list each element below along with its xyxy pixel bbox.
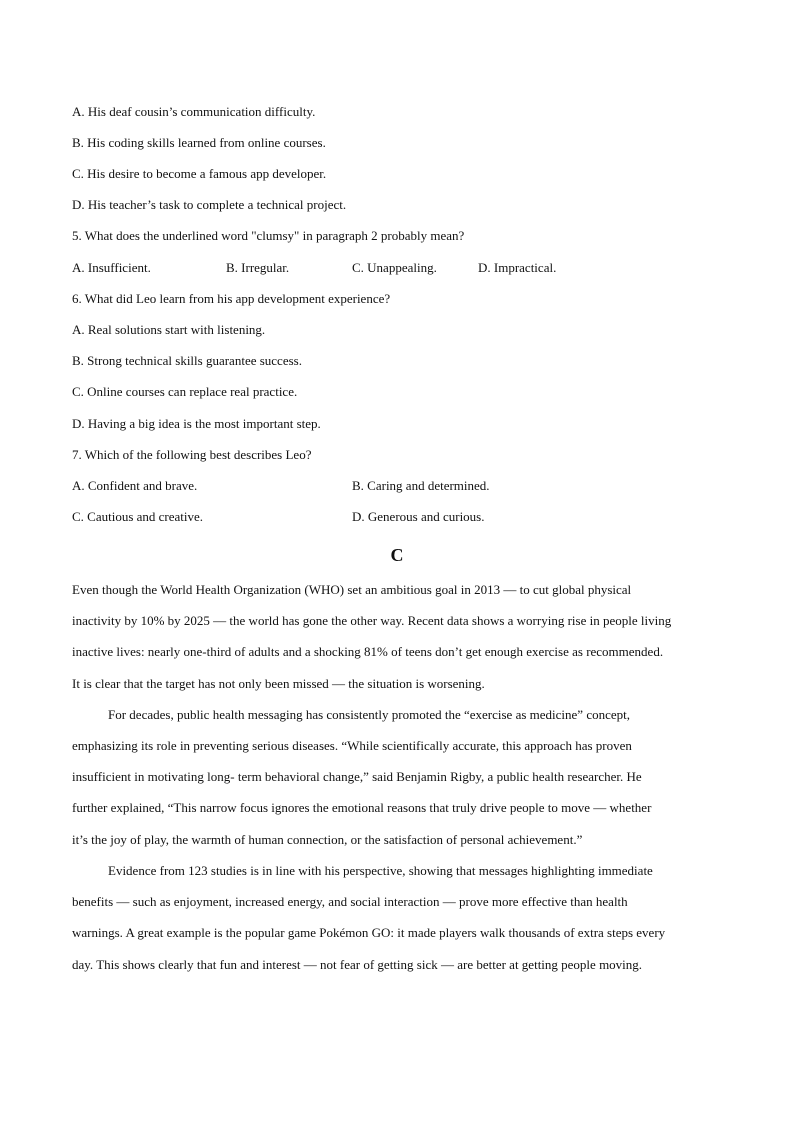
q7-option-b: B. Caring and determined.	[352, 478, 490, 493]
q6-option-d: D. Having a big idea is the most important step.	[72, 416, 321, 431]
q7-question: 7. Which of the following best describes Leo?	[72, 447, 312, 462]
q4-option-b: B. His coding skills learned from online courses.	[72, 135, 326, 150]
q5-question: 5. What does the underlined word "clumsy" in paragraph 2 probably mean?	[72, 228, 465, 243]
q6-question: 6. What did Leo learn from his app development experience?	[72, 291, 391, 306]
q5-option-b: B. Irregular.	[226, 260, 290, 275]
q6-option-b: B. Strong technical skills guarantee success.	[72, 353, 302, 368]
paragraph-1-line-2: inactivity by 10% by 2025 — the world has gone the other way. Recent data shows a worrying rise in people living	[72, 613, 672, 628]
q6-option-c: C. Online courses can replace real practice.	[72, 384, 298, 399]
q7-option-c: C. Cautious and creative.	[72, 509, 204, 524]
paragraph-3-line-3: warnings. A great example is the popular game Pokémon GO: it made players walk thousands of extra steps every	[72, 925, 666, 940]
paragraph-1-line-3: inactive lives: nearly one-third of adults and a shocking 81% of teens don’t get enough exercise as recommended.	[72, 644, 664, 659]
paragraph-2-line-4: further explained, “This narrow focus ignores the emotional reasons that truly drive people to move — whether	[72, 800, 652, 815]
q4-option-a: A. His deaf cousin’s communication difficulty.	[72, 104, 316, 119]
q5-option-a: A. Insufficient.	[72, 260, 151, 275]
paragraph-3-line-1: Evidence from 123 studies is in line with his perspective, showing that messages highlighting immediate	[108, 863, 653, 878]
paragraph-1-line-1: Even though the World Health Organization (WHO) set an ambitious goal in 2013 — to cut global physical	[72, 582, 632, 597]
paragraph-2-line-1: For decades, public health messaging has consistently promoted the “exercise as medicine” concept,	[108, 707, 630, 722]
q7-option-a: A. Confident and brave.	[72, 478, 198, 493]
paragraph-2-line-3: insufficient in motivating long- term behavioral change,” said Benjamin Rigby, a public health researcher. He	[72, 769, 642, 784]
q4-option-d: D. His teacher’s task to complete a technical project.	[72, 197, 347, 212]
paragraph-2-line-2: emphasizing its role in preventing serious diseases. “While scientifically accurate, this approach has proven	[72, 738, 632, 753]
paragraph-3-line-4: day. This shows clearly that fun and interest — not fear of getting sick — are better at getting people moving.	[72, 957, 643, 972]
q4-option-c: C. His desire to become a famous app developer.	[72, 166, 327, 181]
paragraph-1-line-4: It is clear that the target has not only been missed — the situation is worsening.	[72, 676, 485, 691]
q5-option-c: C. Unappealing.	[352, 260, 437, 275]
section-heading: C	[390, 545, 404, 565]
paragraph-2-line-5: it’s the joy of play, the warmth of human connection, or the satisfaction of personal achievement.”	[72, 832, 583, 847]
q5-option-d: D. Impractical.	[478, 260, 557, 275]
paragraph-3-line-2: benefits — such as enjoyment, increased energy, and social interaction — prove more effective than health	[72, 894, 628, 909]
q7-option-d: D. Generous and curious.	[352, 509, 485, 524]
q6-option-a: A. Real solutions start with listening.	[72, 322, 266, 337]
